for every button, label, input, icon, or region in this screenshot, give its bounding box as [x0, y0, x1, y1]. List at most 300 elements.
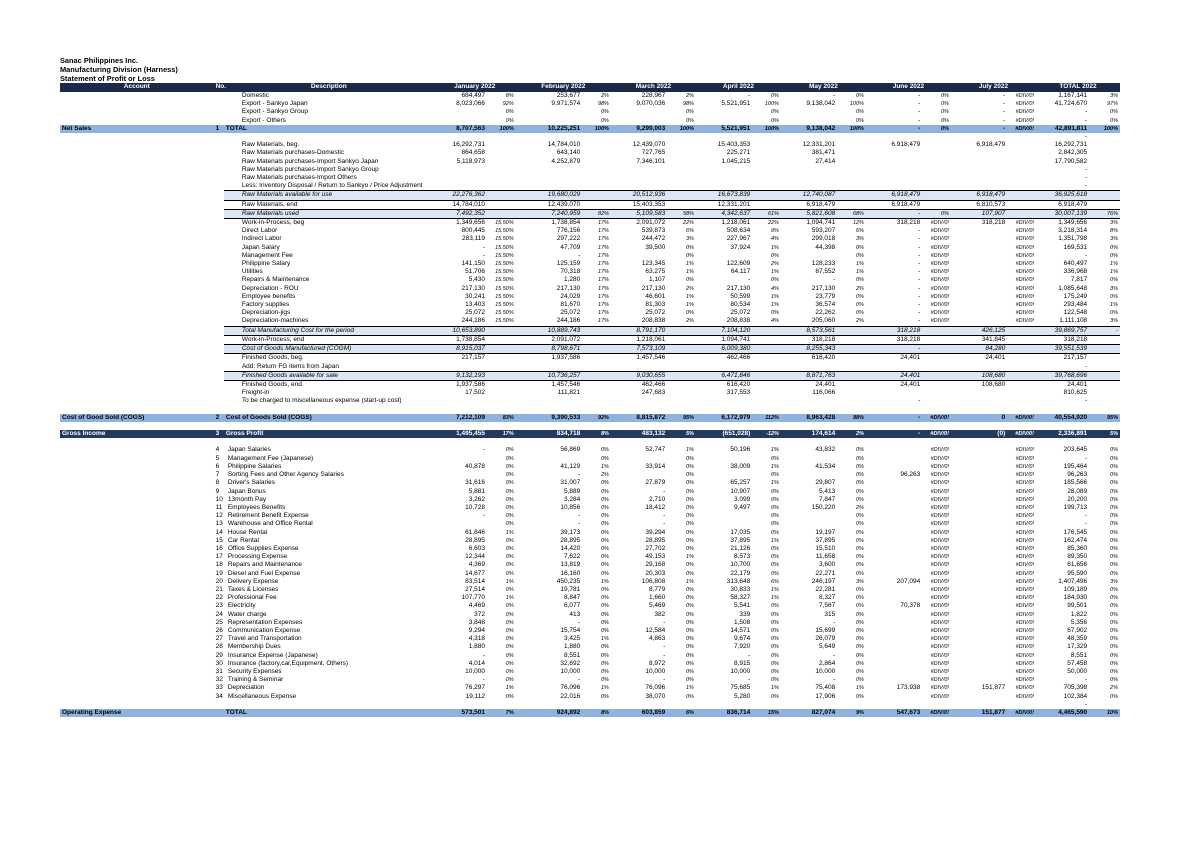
statement-sheet [60, 56, 1120, 717]
number-cell: 32 [215, 676, 223, 684]
percent-cell: #DIV/0! [930, 521, 949, 528]
percent-cell: 0% [856, 677, 864, 684]
percent-cell: #DIV/0! [1015, 619, 1034, 626]
description-cell: Work-in-Process, end [241, 335, 305, 343]
percent-cell: 1% [601, 578, 609, 585]
percent-cell: 92% [502, 101, 514, 108]
table-header-row [60, 83, 1120, 92]
amount-cell: 22,276,362 [434, 191, 487, 200]
percent-cell [752, 406, 781, 414]
amount-cell: - [1085, 397, 1088, 405]
amount-cell [516, 422, 583, 430]
amount-cell: 6,603 [468, 544, 486, 552]
percent-cell: 1% [686, 447, 694, 454]
amount-cell [696, 166, 752, 174]
percent-cell: #DIV/0! [930, 513, 949, 520]
percent-cell: 0% [686, 562, 694, 569]
amount-cell: 41,724,670 [1054, 100, 1088, 108]
percent-cell [752, 326, 781, 335]
amount-cell: 8,573,561 [781, 326, 837, 335]
percent-cell: 0% [771, 619, 779, 626]
percent-cell: 3% [1110, 236, 1118, 243]
percent-cell: 0% [856, 693, 864, 700]
amount-cell: - [918, 317, 921, 325]
amount-cell: 8,327 [818, 594, 836, 602]
amount-cell: 776,156 [556, 227, 581, 235]
number-cell [214, 276, 224, 284]
amount-cell: - [1085, 174, 1088, 182]
amount-cell: 51,706 [465, 268, 486, 276]
amount-cell [951, 602, 1007, 610]
percent-cell [487, 422, 516, 430]
percent-cell: 0% [686, 611, 694, 618]
number-cell [214, 709, 224, 717]
percent-cell: 1% [505, 685, 514, 692]
amount-cell: 37,924 [730, 243, 751, 251]
percent-cell [922, 200, 951, 209]
percent-cell [487, 354, 516, 363]
amount-cell [951, 611, 1007, 619]
number-cell: 18 [215, 561, 223, 569]
percent-cell: 0% [505, 570, 514, 577]
amount-cell: 12,584 [645, 626, 666, 634]
amount-cell: - [918, 309, 921, 317]
amount-cell: 508,634 [726, 227, 751, 235]
amount-cell: 4,369 [468, 561, 486, 569]
percent-cell: #DIV/0! [1015, 269, 1034, 276]
percent-cell: 0% [686, 545, 694, 552]
percent-cell: #DIV/0! [930, 562, 949, 569]
amount-cell: 462,466 [726, 354, 751, 362]
account-cell [60, 455, 214, 463]
percent-cell [922, 158, 951, 166]
table-row [60, 219, 1120, 228]
percent-cell: 6% [686, 228, 694, 235]
description-cell: Cost of Goods Manufactured (COGM) [224, 345, 434, 354]
amount-cell [866, 594, 922, 602]
amount-cell [434, 133, 487, 141]
account-cell [60, 326, 214, 335]
percent-cell: 0% [601, 611, 609, 618]
percent-cell [582, 141, 611, 149]
percent-cell: 1% [505, 578, 514, 585]
amount-cell [611, 133, 667, 141]
percent-cell: 0% [771, 504, 779, 511]
amount-cell [951, 619, 1007, 627]
percent-cell [922, 363, 951, 372]
percent-cell: #DIV/0! [930, 496, 949, 503]
percent-cell [752, 174, 781, 182]
amount-cell [611, 406, 667, 414]
amount-cell: 47,709 [560, 243, 581, 251]
percent-cell: #DIV/0! [922, 430, 951, 438]
account-cell [60, 422, 214, 430]
amount-cell: 10,700 [730, 561, 751, 569]
amount-cell: - [1003, 116, 1006, 124]
amount-cell: - [663, 487, 666, 495]
account-cell [60, 438, 214, 446]
percent-cell: 0% [1110, 562, 1118, 569]
number-cell: 8 [215, 479, 220, 487]
amount-cell: 4,465,590 [1036, 709, 1089, 717]
percent-cell: #DIV/0! [1015, 455, 1034, 462]
percent-cell: 2% [856, 318, 864, 325]
percent-cell [922, 354, 951, 363]
amount-cell [951, 676, 1007, 684]
table-row [60, 276, 1120, 284]
percent-cell: 15.50% [495, 318, 514, 325]
percent-cell: 83% [487, 414, 516, 422]
number-cell [214, 158, 224, 166]
percent-cell [1089, 200, 1120, 209]
percent-cell: 0% [856, 537, 864, 544]
col-header-apr: April 2022 [696, 83, 781, 92]
percent-cell [667, 406, 696, 414]
account-cell [60, 200, 214, 209]
percent-cell: 17% [597, 302, 609, 309]
percent-cell: 0% [686, 496, 694, 503]
amount-cell: 1,407,496 [1058, 577, 1088, 585]
amount-cell: 8,707,563 [434, 125, 487, 133]
table-row [60, 174, 1120, 182]
account-cell [60, 512, 214, 520]
description-cell [224, 422, 434, 430]
percent-cell [582, 166, 611, 174]
amount-cell [434, 438, 487, 446]
amount-cell [696, 174, 752, 182]
amount-cell: - [1085, 362, 1088, 370]
number-cell: 22 [215, 594, 223, 602]
amount-cell: - [951, 125, 1007, 133]
number-cell: 26 [215, 626, 223, 634]
amount-cell: 108,680 [981, 380, 1006, 388]
percent-cell [922, 149, 951, 157]
percent-cell: #DIV/0! [930, 310, 949, 317]
percent-cell: 0% [686, 252, 694, 259]
amount-cell: 5,649 [818, 643, 836, 651]
number-cell: 27 [215, 635, 223, 643]
percent-cell: 0% [771, 529, 779, 536]
amount-cell: - [1085, 165, 1088, 173]
percent-cell [922, 371, 951, 380]
amount-cell: 41,129 [560, 462, 581, 470]
col-header-description: Description [224, 83, 434, 92]
percent-cell [582, 200, 611, 209]
amount-cell: 76,297 [465, 684, 486, 692]
number-cell [214, 141, 224, 149]
percent-cell: 0% [1110, 117, 1118, 124]
amount-cell: 1,094,741 [721, 335, 751, 343]
amount-cell: 150,220 [811, 503, 836, 511]
amount-cell [781, 252, 837, 260]
amount-cell: 318,218 [811, 335, 836, 343]
description-cell: Japan Salary [241, 243, 280, 251]
amount-cell: 17,329 [1067, 643, 1088, 651]
amount-cell: 6,009,380 [696, 345, 752, 354]
amount-cell: - [866, 345, 922, 354]
amount-cell: 39,500 [645, 243, 666, 251]
percent-cell: 9% [837, 709, 866, 717]
number-cell: 31 [215, 667, 223, 675]
amount-cell: 5,109,583 [611, 209, 667, 218]
percent-cell: #DIV/0! [930, 236, 949, 243]
amount-cell: - [482, 251, 486, 259]
number-cell [214, 235, 224, 243]
percent-cell [922, 191, 951, 200]
amount-cell: 14,784,010 [547, 141, 581, 149]
amount-cell [951, 406, 1007, 414]
account-cell [60, 182, 214, 191]
percent-cell: #DIV/0! [1015, 668, 1034, 675]
amount-cell: 253,677 [556, 92, 581, 99]
amount-cell: 84,280 [951, 345, 1007, 354]
percent-cell: 0% [856, 302, 864, 309]
amount-cell: 1,660 [648, 594, 666, 602]
percent-cell [1089, 397, 1120, 405]
percent-cell: 0% [856, 627, 864, 634]
amount-cell: 15,403,353 [632, 200, 666, 208]
amount-cell: 5,118,973 [456, 157, 486, 165]
percent-cell: 0% [686, 109, 694, 116]
percent-cell [837, 182, 866, 191]
amount-cell: 18,412 [645, 503, 666, 511]
percent-cell: 0% [601, 513, 609, 520]
amount-cell: 2,864 [818, 659, 836, 667]
percent-cell: 0% [1110, 636, 1118, 643]
description-cell: Raw Materials purchases-Import Others [241, 174, 357, 182]
percent-cell [1007, 363, 1036, 372]
amount-cell: 5,881 [468, 487, 486, 495]
amount-cell: 339 [739, 610, 751, 618]
percent-cell [1089, 149, 1120, 157]
amount-cell: 12,331,201 [717, 200, 751, 208]
percent-cell: 0% [856, 117, 864, 124]
percent-cell [837, 406, 866, 414]
percent-cell: 0% [505, 603, 514, 610]
amount-cell [951, 276, 1007, 284]
amount-cell: 217,130 [726, 284, 751, 292]
percent-cell: 0% [771, 109, 779, 116]
amount-cell: 10,889,743 [516, 326, 583, 335]
table-row [60, 586, 1120, 594]
description-cell: Philippine Salaries [227, 462, 282, 470]
description-cell: Employees Benefits [227, 503, 286, 511]
percent-cell [487, 174, 516, 182]
table-row [60, 660, 1120, 668]
amount-cell: 22,179 [730, 569, 751, 577]
number-cell [214, 200, 224, 209]
amount-cell [696, 397, 752, 405]
account-cell [60, 520, 214, 528]
amount-cell [951, 309, 1007, 317]
percent-cell: #DIV/0! [1015, 570, 1034, 577]
description-cell: Japan Bonus [227, 487, 266, 495]
amount-cell: 10,653,890 [434, 326, 487, 335]
percent-cell: 10% [1089, 709, 1120, 717]
percent-cell [487, 200, 516, 209]
amount-cell [434, 701, 487, 709]
percent-cell [922, 380, 951, 389]
percent-cell [1089, 380, 1120, 389]
percent-cell: 0% [1110, 472, 1118, 479]
amount-cell: 125,159 [556, 260, 581, 268]
amount-cell: 176,545 [1063, 528, 1088, 536]
amount-cell [434, 117, 487, 125]
percent-cell: 0% [771, 652, 779, 659]
amount-cell [434, 471, 487, 479]
percent-cell: 0% [856, 480, 864, 487]
amount-cell: 10,225,251 [516, 125, 583, 133]
amount-cell: - [1003, 92, 1006, 99]
amount-cell: 684,497 [461, 92, 486, 99]
amount-cell: 1,508 [733, 618, 751, 626]
percent-cell [1007, 209, 1036, 218]
percent-cell: #DIV/0! [1015, 578, 1034, 585]
percent-cell [1007, 354, 1036, 363]
percent-cell: 0% [505, 109, 514, 116]
amount-cell: 1,349,656 [456, 219, 486, 227]
percent-cell: 3% [1110, 220, 1118, 227]
percent-cell [582, 133, 611, 141]
amount-cell [781, 701, 837, 709]
number-cell: 1 [214, 125, 224, 133]
amount-cell: 217,130 [811, 284, 836, 292]
percent-cell: 0% [1110, 252, 1118, 259]
percent-cell: 2% [686, 285, 694, 292]
amount-cell [516, 108, 583, 116]
amount-cell: 8,779 [648, 585, 666, 593]
number-cell [214, 397, 224, 405]
table-row [60, 635, 1120, 643]
amount-cell [434, 182, 487, 191]
amount-cell [951, 422, 1007, 430]
amount-cell: (0) [951, 430, 1007, 438]
amount-cell: 48,359 [1067, 635, 1088, 643]
percent-cell: 1% [771, 463, 779, 470]
percent-cell: 0% [505, 472, 514, 479]
amount-cell: 208,838 [726, 317, 751, 325]
amount-cell: 30,833 [730, 585, 751, 593]
number-cell [214, 354, 224, 363]
percent-cell [667, 438, 696, 446]
amount-cell: 7,567 [818, 602, 836, 610]
description-cell: Raw Materials available for use [224, 191, 434, 200]
percent-cell: 0% [505, 554, 514, 561]
amount-cell [951, 471, 1007, 479]
amount-cell [866, 182, 922, 191]
percent-cell [487, 133, 516, 141]
percent-cell: 0% [601, 537, 609, 544]
percent-cell: 17% [597, 228, 609, 235]
description-cell: Insurance (factory,car,Equipment, Others) [227, 659, 349, 667]
amount-cell: 39,294 [645, 528, 666, 536]
amount-cell [611, 108, 667, 116]
amount-cell [951, 627, 1007, 635]
percent-cell: 61% [752, 209, 781, 218]
account-cell [60, 227, 214, 235]
percent-cell: 0% [771, 570, 779, 577]
description-cell: Car Rental [227, 536, 259, 544]
amount-cell: 33,914 [645, 462, 666, 470]
amount-cell: 30,007,139 [1036, 209, 1089, 218]
account-cell [60, 209, 214, 218]
table-row [60, 602, 1120, 610]
table-row [60, 354, 1120, 363]
amount-cell [611, 438, 667, 446]
amount-cell: 834,718 [516, 430, 583, 438]
amount-cell [781, 438, 837, 446]
percent-cell: 0% [686, 463, 694, 470]
percent-cell: 0% [940, 109, 949, 116]
account-cell [60, 335, 214, 344]
description-cell: Raw Materials, end [241, 200, 298, 208]
amount-cell: 7,212,109 [434, 414, 487, 422]
percent-cell: 0% [686, 244, 694, 251]
account-cell [60, 244, 214, 252]
amount-cell: 1,349,656 [1058, 219, 1088, 227]
amount-cell: 57,458 [1067, 659, 1088, 667]
amount-cell: 1,738,854 [456, 335, 486, 343]
amount-cell: 17,790,582 [1054, 157, 1088, 165]
amount-cell: 7,346,101 [636, 157, 666, 165]
amount-cell [951, 158, 1007, 166]
account-cell [60, 92, 214, 100]
amount-cell: - [833, 618, 836, 626]
percent-cell [582, 371, 611, 380]
percent-cell: 1% [771, 537, 779, 544]
percent-cell: 0% [505, 496, 514, 503]
account-cell [60, 668, 214, 676]
amount-cell: - [482, 446, 486, 454]
number-cell [214, 301, 224, 309]
amount-cell: 25,072 [645, 309, 666, 317]
col-header-mar: March 2022 [611, 83, 696, 92]
percent-cell: 0% [505, 619, 514, 626]
percent-cell: #DIV/0! [930, 570, 949, 577]
amount-cell: 225,271 [726, 149, 751, 157]
percent-cell: 15.50% [495, 277, 514, 284]
account-cell [60, 701, 214, 709]
account-cell [60, 268, 214, 276]
percent-cell: 1% [686, 293, 694, 300]
table-row [60, 455, 1120, 463]
description-cell: Export - Sankyo Group [241, 108, 308, 116]
account-cell [60, 235, 214, 243]
percent-cell: #DIV/0! [922, 414, 951, 422]
amount-cell: 141,150 [461, 260, 486, 268]
account-cell [60, 406, 214, 414]
number-cell: 20 [215, 577, 223, 585]
percent-cell: 17% [597, 261, 609, 268]
amount-cell: 22,281 [815, 585, 836, 593]
percent-cell [1007, 335, 1036, 344]
percent-cell: 0% [686, 644, 694, 651]
amount-cell [516, 166, 583, 174]
account-cell [60, 693, 214, 701]
percent-cell: 0% [601, 480, 609, 487]
number-cell: 33 [215, 684, 223, 692]
amount-cell [866, 512, 922, 520]
percent-cell: #DIV/0! [930, 488, 949, 495]
amount-cell: 318,218 [896, 335, 921, 343]
amount-cell: 208,838 [641, 317, 666, 325]
percent-cell: 6% [667, 709, 696, 717]
account-cell [60, 252, 214, 260]
amount-cell [781, 174, 837, 182]
number-cell [214, 92, 224, 100]
amount-cell: 174,614 [781, 430, 837, 438]
percent-cell: 0% [856, 636, 864, 643]
